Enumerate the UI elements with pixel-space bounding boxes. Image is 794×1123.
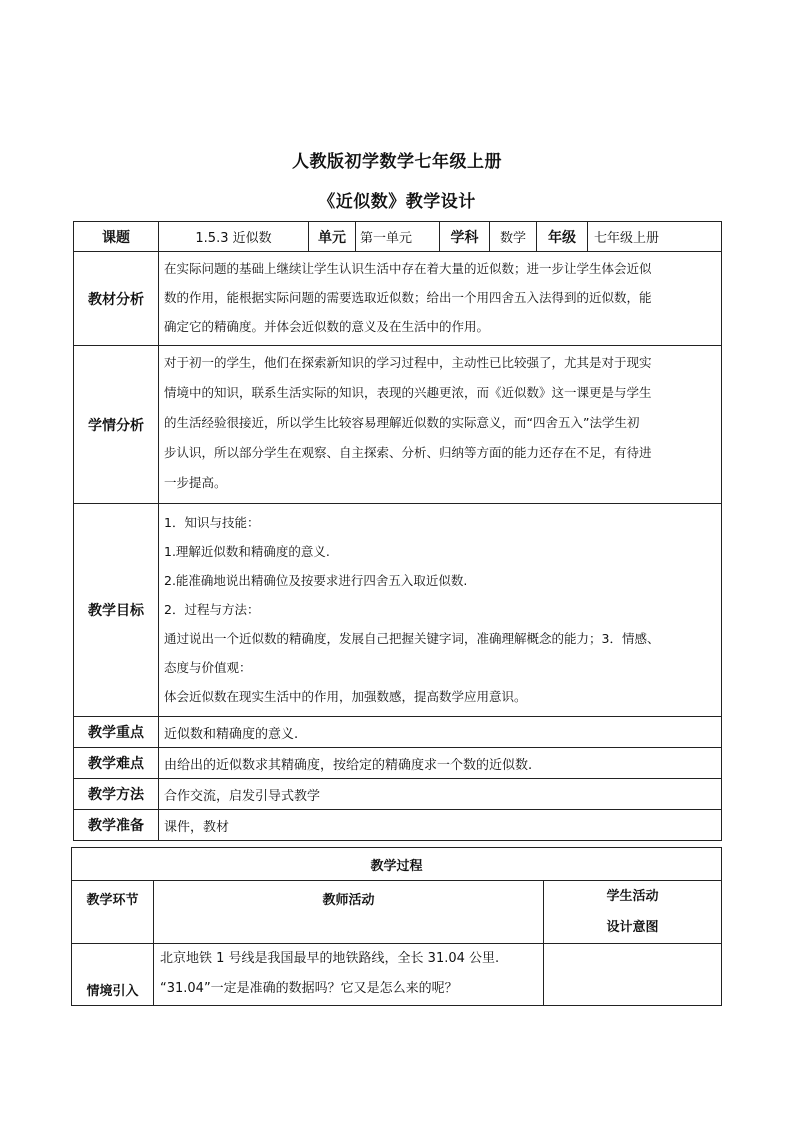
teacher-activity-content <box>154 944 544 1006</box>
text-line: 步认识，所以部分学生在观察、自主探索、分析、归纳等方面的能力还存在不足，有待进 <box>164 445 652 460</box>
preparation-label: 教学准备 <box>74 810 159 841</box>
text-line: 在实际问题的基础上继续让学生认识生活中存在着大量的近似数；进一步让学生体会近似 <box>164 261 652 276</box>
difficulty-label: 教学难点 <box>74 748 159 779</box>
textbook-analysis-content <box>159 252 722 346</box>
method-label: 教学方法 <box>74 779 159 810</box>
process-title: 教学过程 <box>72 848 722 881</box>
text-line: 情境中的知识，联系生活实际的知识，表现的兴趣更浓，而《近似数》这一课更是与学生 <box>164 385 652 400</box>
table-row <box>72 944 722 1006</box>
textbook-analysis-label: 教材分析 <box>74 252 159 346</box>
stage-name: 情境引入 <box>72 944 154 1006</box>
text-line: 确定它的精确度。并体会近似数的意义及在生活中的作用。 <box>164 319 490 334</box>
document-subtitle: 《近似数》教学设计 <box>318 192 476 212</box>
key-point-value: 近似数和精确度的意义. <box>159 717 722 748</box>
text-line: 1.理解近似数和精确度的意义. <box>164 544 330 559</box>
column-student-intent <box>544 881 722 944</box>
text-line: 体会近似数在现实生活中的作用，加强数感，提高数学应用意识。 <box>164 689 527 704</box>
column-teacher-activity: 教师活动 <box>154 881 544 944</box>
column-student-activity: 学生活动 <box>606 889 659 904</box>
text-line: 1．知识与技能： <box>164 515 260 530</box>
text-line: 通过说出一个近似数的精确度，发展自己把握关键字词，准确理解概念的能力；3．情感、 <box>164 631 660 646</box>
text-line: 态度与价值观： <box>164 660 252 675</box>
student-activity-content <box>544 944 722 1006</box>
topic-label: 课题 <box>74 222 159 252</box>
column-design-intent: 设计意图 <box>606 920 659 935</box>
difficulty-value: 由给出的近似数求其精确度，按给定的精确度求一个数的近似数. <box>159 748 722 779</box>
text-line: 一步提高。 <box>164 475 227 490</box>
text-line: 的生活经验很接近，所以学生比较容易理解近似数的实际意义，而“四舍五入”法学生初 <box>164 415 640 430</box>
document-title: 人教版初学数学七年级上册 <box>292 152 502 172</box>
teaching-goals-content <box>159 504 722 717</box>
unit-label: 单元 <box>309 222 356 252</box>
topic-value: 1.5.3 近似数 <box>159 222 309 252</box>
preparation-value: 课件，教材 <box>159 810 722 841</box>
subject-label: 学科 <box>440 222 490 252</box>
unit-value: 第一单元 <box>356 222 440 252</box>
text-line: 对于初一的学生，他们在探索新知识的学习过程中，主动性已比较强了，尤其是对于现实 <box>164 355 652 370</box>
student-analysis-label: 学情分析 <box>74 346 159 504</box>
text-line: 2.能准确地说出精确位及按要求进行四舍五入取近似数. <box>164 573 468 588</box>
text-line: “31.04”一定是准确的数据吗？它又是怎么来的呢？ <box>160 981 458 996</box>
grade-value: 七年级上册 <box>588 222 722 252</box>
student-analysis-content <box>159 346 722 504</box>
key-point-label: 教学重点 <box>74 717 159 748</box>
text-line: 数的作用，能根据实际问题的需要选取近似数；给出一个用四舍五入法得到的近似数，能 <box>164 290 652 305</box>
column-stage: 教学环节 <box>72 881 154 944</box>
teaching-process-table <box>71 847 722 1006</box>
teaching-goals-label: 教学目标 <box>74 504 159 717</box>
lesson-info-table <box>73 221 722 841</box>
text-line: 北京地铁 1 号线是我国最早的地铁路线，全长 31.04 公里. <box>160 951 500 966</box>
subject-value: 数学 <box>490 222 537 252</box>
method-value: 合作交流，启发引导式教学 <box>159 779 722 810</box>
grade-label: 年级 <box>537 222 588 252</box>
text-line: 2．过程与方法： <box>164 602 260 617</box>
